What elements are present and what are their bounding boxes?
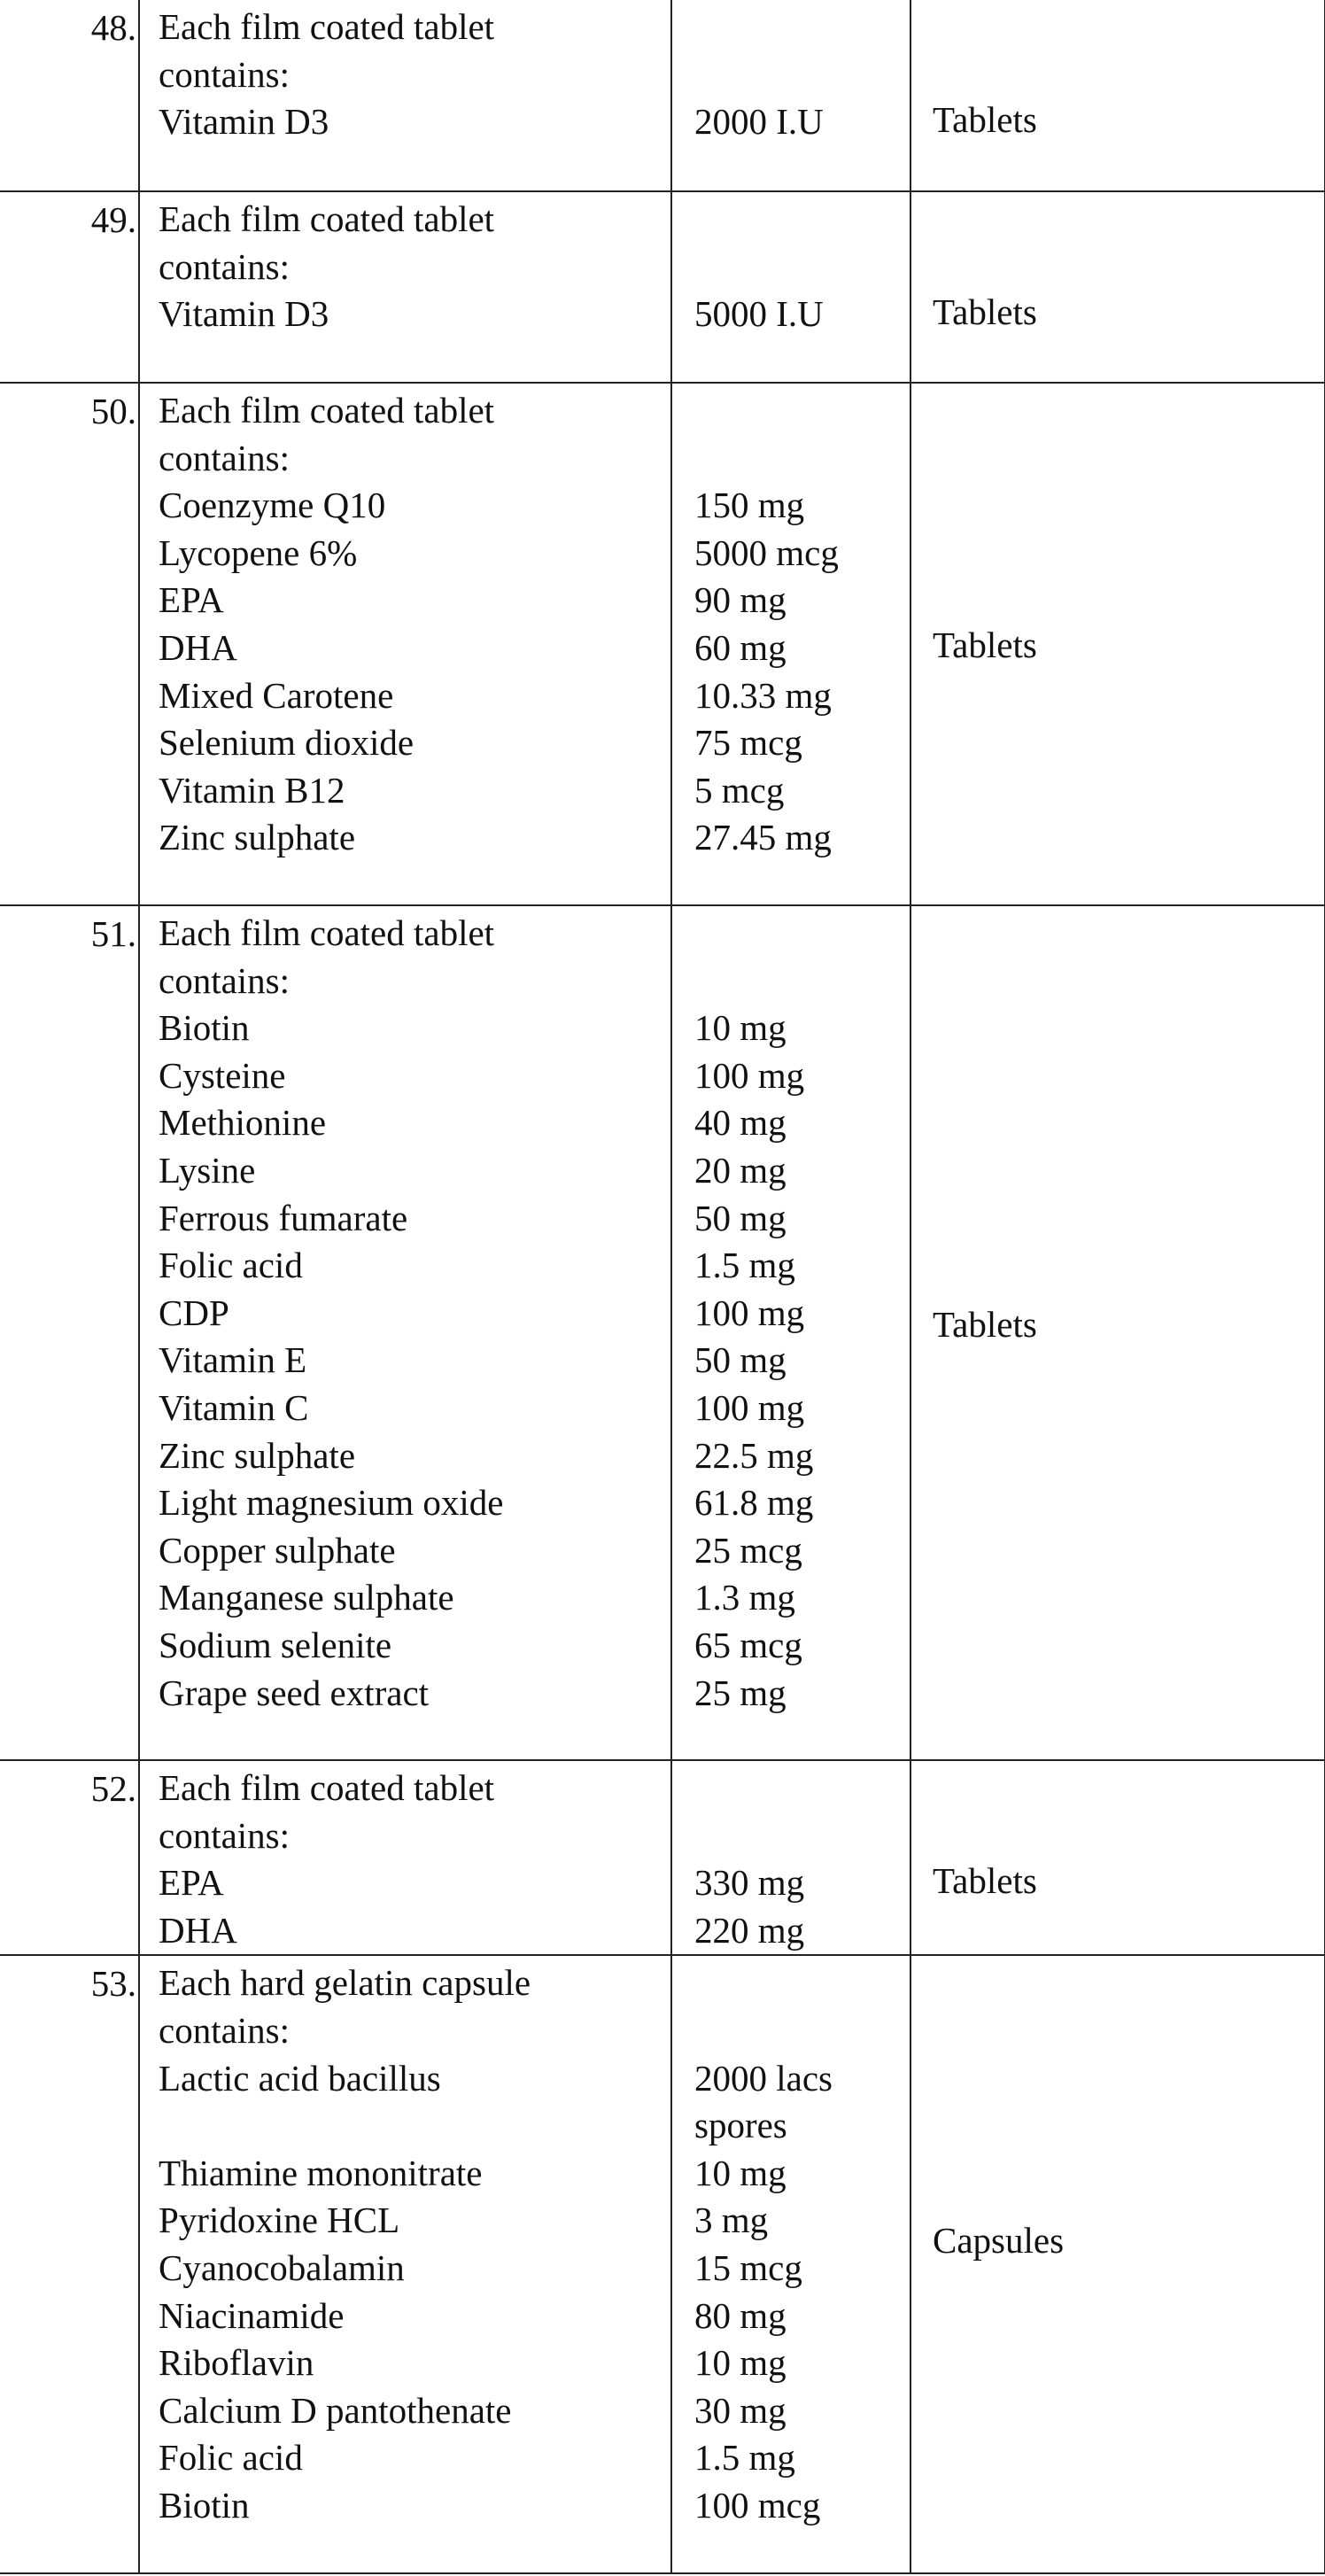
ingredient-name: Lycopene 6% bbox=[159, 531, 358, 573]
ingredient-name: Biotin bbox=[159, 1007, 250, 1049]
dosage-form-cell bbox=[910, 1760, 1325, 1955]
dosage-form-cell bbox=[910, 1955, 1325, 2573]
composition-cell bbox=[139, 383, 671, 905]
composition-header-line: contains: bbox=[159, 1814, 291, 1856]
ingredient-name: Pyridoxine HCL bbox=[159, 2200, 400, 2241]
composition-header-line: contains: bbox=[159, 437, 291, 478]
ingredient-name: Lysine bbox=[159, 1149, 256, 1191]
ingredient-strength: 220 mg bbox=[694, 1909, 805, 1951]
ingredient-strength: 5 mcg bbox=[694, 769, 785, 811]
ingredient-name: Grape seed extract bbox=[159, 1672, 430, 1713]
ingredient-strength: 25 mg bbox=[694, 1672, 786, 1713]
ingredient-name: Selenium dioxide bbox=[159, 722, 415, 764]
ingredient-name: Vitamin D3 bbox=[159, 101, 329, 143]
ingredient-name: Light magnesium oxide bbox=[159, 1482, 504, 1524]
ingredient-name: Mixed Carotene bbox=[159, 674, 394, 716]
ingredient-strength: 75 mcg bbox=[694, 722, 802, 764]
strength-spacer bbox=[694, 435, 910, 483]
composition-header-line: Each film coated tablet bbox=[159, 912, 495, 953]
ingredient-strength: 22.5 mg bbox=[694, 1434, 814, 1476]
composition-header-line: Each hard gelatin capsule bbox=[159, 1962, 531, 2004]
dosage-form: Tablets bbox=[933, 99, 1037, 140]
row-number-cell bbox=[0, 905, 139, 1760]
composition-header-line: contains: bbox=[159, 53, 291, 95]
strength-spacer bbox=[694, 196, 910, 244]
composition-header-line: Each film coated tablet bbox=[159, 390, 495, 431]
composition-header-line: Each film coated tablet bbox=[159, 6, 495, 47]
ingredient-strength: 1.5 mg bbox=[694, 2437, 795, 2479]
ingredient-name: Vitamin D3 bbox=[159, 293, 329, 335]
row-number-cell bbox=[0, 0, 139, 191]
ingredient-strength: 90 mg bbox=[694, 579, 786, 621]
row-number-cell bbox=[0, 191, 139, 383]
ingredient-name: Vitamin B12 bbox=[159, 769, 345, 811]
strength-cell bbox=[671, 905, 910, 1760]
dosage-form-cell bbox=[910, 0, 1325, 191]
row-number-cell bbox=[0, 383, 139, 905]
ingredient-strength: 100 mcg bbox=[694, 2484, 821, 2526]
ingredient-name: Folic acid bbox=[159, 1245, 303, 1286]
composition-cell bbox=[139, 1955, 671, 2573]
ingredient-strength: 3 mg bbox=[694, 2200, 769, 2241]
ingredient-name: Methionine bbox=[159, 1102, 327, 1144]
ingredient-strength: 25 mcg bbox=[694, 1529, 802, 1571]
strength-cell bbox=[671, 0, 910, 191]
row-number-cell bbox=[0, 1760, 139, 1955]
dosage-form: Capsules bbox=[933, 2220, 1065, 2262]
ingredient-name: Riboflavin bbox=[159, 2342, 314, 2384]
composition-header-line: Each film coated tablet bbox=[159, 1767, 495, 1808]
ingredient-name: Vitamin E bbox=[159, 1339, 307, 1381]
dosage-form-cell bbox=[910, 191, 1325, 383]
ingredient-strength: 61.8 mg bbox=[694, 1482, 814, 1524]
ingredient-strength: 100 mg bbox=[694, 1292, 805, 1333]
strength-spacer bbox=[694, 244, 910, 291]
ingredient-name: Niacinamide bbox=[159, 2294, 345, 2336]
ingredient-name: Calcium D pantothenate bbox=[159, 2389, 512, 2431]
ingredient-name: Cyanocobalamin bbox=[159, 2246, 405, 2288]
strength-cell bbox=[671, 1760, 910, 1955]
composition-cell bbox=[139, 191, 671, 383]
row-number: 49. bbox=[90, 199, 136, 240]
dosage-form: Tablets bbox=[933, 1860, 1037, 1901]
dosage-form-cell bbox=[910, 383, 1325, 905]
composition-cell bbox=[139, 1760, 671, 1955]
row-number: 50. bbox=[90, 391, 136, 431]
strength-spacer bbox=[694, 910, 910, 958]
strength-spacer bbox=[694, 51, 910, 99]
strength-spacer bbox=[694, 4, 910, 51]
row-number: 52. bbox=[90, 1768, 136, 1809]
strength-spacer bbox=[694, 1765, 910, 1812]
table-row bbox=[0, 383, 1325, 905]
row-number: 51. bbox=[90, 913, 136, 954]
ingredient-strength: 15 mcg bbox=[694, 2246, 802, 2288]
composition-cell bbox=[139, 0, 671, 191]
strength-spacer bbox=[694, 2007, 910, 2055]
strength-spacer bbox=[694, 1959, 910, 2007]
ingredient-strength: 100 mg bbox=[694, 1386, 805, 1428]
strength-spacer bbox=[694, 387, 910, 435]
ingredient-name: Manganese sulphate bbox=[159, 1577, 454, 1618]
strength-cell bbox=[671, 383, 910, 905]
table-row bbox=[0, 1760, 1325, 1955]
composition-header-line: contains: bbox=[159, 2009, 291, 2051]
ingredient-strength: 1.3 mg bbox=[694, 1577, 795, 1618]
ingredient-name: DHA bbox=[159, 626, 237, 668]
ingredient-name: DHA bbox=[159, 1909, 237, 1951]
ingredient-strength: 20 mg bbox=[694, 1149, 786, 1191]
strength-spacer bbox=[694, 1812, 910, 1860]
ingredient-strength: 150 mg bbox=[694, 485, 805, 526]
ingredient-strength: spores bbox=[694, 2105, 787, 2146]
dosage-form: Tablets bbox=[933, 1304, 1037, 1345]
row-number: 53. bbox=[90, 1963, 136, 2005]
table-row bbox=[0, 191, 1325, 383]
ingredient-name: Ferrous fumarate bbox=[159, 1197, 408, 1238]
ingredient-strength: 50 mg bbox=[694, 1339, 786, 1381]
ingredient-name: EPA bbox=[159, 1862, 224, 1904]
table-row bbox=[0, 0, 1325, 191]
table-row bbox=[0, 905, 1325, 1760]
ingredient-strength: 100 mg bbox=[694, 1054, 805, 1096]
ingredient-name: Thiamine mononitrate bbox=[159, 2152, 483, 2193]
ingredient-name: Biotin bbox=[159, 2484, 250, 2526]
ingredient-strength: 30 mg bbox=[694, 2389, 786, 2431]
ingredient-strength: 40 mg bbox=[694, 1102, 786, 1144]
ingredient-name bbox=[159, 2102, 670, 2150]
ingredient-strength: 10.33 mg bbox=[694, 674, 832, 716]
ingredient-name: Folic acid bbox=[159, 2437, 303, 2479]
ingredient-strength: 2000 lacs bbox=[694, 2057, 833, 2099]
composition-cell bbox=[139, 905, 671, 1760]
ingredient-name: EPA bbox=[159, 579, 224, 621]
dosage-form-cell bbox=[910, 905, 1325, 1760]
ingredient-strength: 10 mg bbox=[694, 2342, 786, 2384]
strength-cell bbox=[671, 1955, 910, 2573]
ingredient-strength: 65 mcg bbox=[694, 1624, 802, 1665]
ingredient-strength: 10 mg bbox=[694, 1007, 786, 1049]
dosage-form: Tablets bbox=[933, 625, 1037, 665]
strength-spacer bbox=[694, 958, 910, 1005]
ingredient-name: Lactic acid bacillus bbox=[159, 2057, 441, 2099]
dosage-form: Tablets bbox=[933, 291, 1037, 332]
ingredient-name: Sodium selenite bbox=[159, 1624, 392, 1665]
strength-cell bbox=[671, 191, 910, 383]
ingredient-name: Vitamin C bbox=[159, 1386, 309, 1428]
ingredient-strength: 10 mg bbox=[694, 2152, 786, 2193]
ingredient-strength: 330 mg bbox=[694, 1862, 805, 1904]
ingredient-name: Cysteine bbox=[159, 1054, 286, 1096]
ingredient-strength: 2000 I.U bbox=[694, 101, 824, 143]
ingredient-name: Copper sulphate bbox=[159, 1529, 396, 1571]
row-number: 48. bbox=[90, 7, 136, 48]
composition-header-line: contains: bbox=[159, 959, 291, 1001]
ingredient-strength: 27.45 mg bbox=[694, 817, 832, 858]
ingredient-strength: 60 mg bbox=[694, 626, 786, 668]
table-row bbox=[0, 1955, 1325, 2573]
composition-header-line: contains: bbox=[159, 245, 291, 287]
row-number-cell bbox=[0, 1955, 139, 2573]
ingredient-name: CDP bbox=[159, 1292, 229, 1333]
ingredient-strength: 5000 I.U bbox=[694, 293, 824, 335]
ingredient-strength: 50 mg bbox=[694, 1197, 786, 1238]
ingredient-strength: 1.5 mg bbox=[694, 1245, 795, 1286]
ingredient-name: Zinc sulphate bbox=[159, 1434, 356, 1476]
composition-header-line: Each film coated tablet bbox=[159, 198, 495, 239]
ingredient-name: Zinc sulphate bbox=[159, 817, 356, 858]
ingredient-strength: 80 mg bbox=[694, 2294, 786, 2336]
ingredient-strength: 5000 mcg bbox=[694, 531, 839, 573]
ingredient-name: Coenzyme Q10 bbox=[159, 485, 386, 526]
